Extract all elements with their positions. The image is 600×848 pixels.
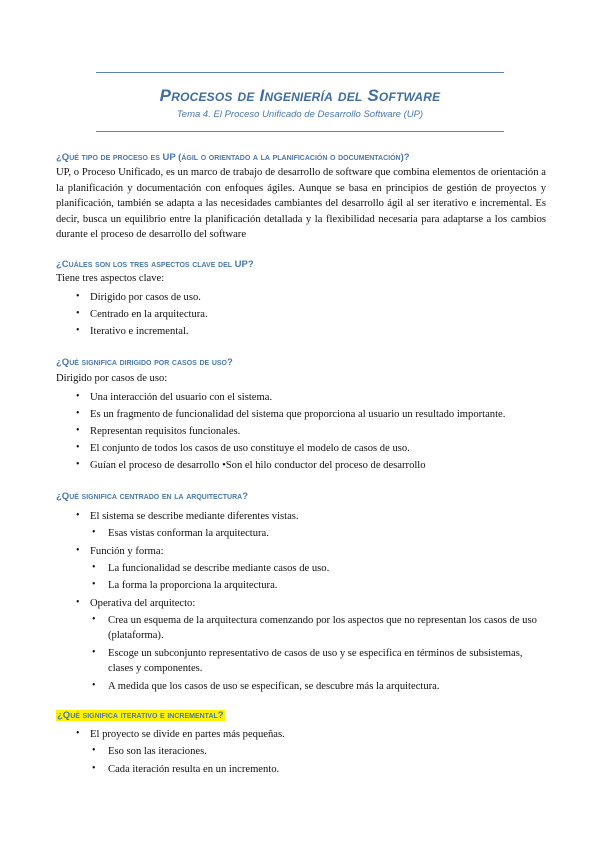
header-bottom-rule: [96, 131, 504, 132]
bullet-icon: •: [76, 459, 80, 470]
bullet-icon: •: [76, 425, 80, 436]
list-item: Dirigido por casos de uso.: [90, 292, 201, 303]
bullet-icon: •: [76, 510, 80, 521]
page-subtitle: Tema 4. El Proceso Unificado de Desarrollo Software (UP): [176, 109, 424, 120]
bullet-icon: •: [76, 408, 80, 419]
bullet-icon: •: [76, 545, 80, 556]
section-intro: Tiene tres aspectos clave:: [56, 273, 165, 284]
header-top-rule: [96, 72, 504, 73]
bullet-icon: •: [76, 391, 80, 402]
bullet-icon: •: [92, 680, 96, 691]
bullet-icon: •: [92, 614, 96, 625]
list-item: Función y forma:: [90, 546, 164, 557]
sub-list-item: Escoge un subconjunto representativo de casos de uso y se especifica en términos de subsistemas, clases y componentes.: [108, 648, 523, 674]
list-item: Operativa del arquitecto:: [90, 598, 196, 609]
sub-list-item: Crea un esquema de la arquitectura comenzando por los aspectos que no representan los casos de uso (plataforma).: [108, 615, 537, 641]
list-item: Centrado en la arquitectura.: [90, 309, 208, 320]
bullet-icon: •: [76, 325, 80, 336]
section-intro: Dirigido por casos de uso:: [56, 373, 168, 384]
section-heading-highlighted: ¿Qué significa iterativo e incremental?: [57, 710, 224, 721]
section-paragraph: UP, o Proceso Unificado, es un marco de trabajo de desarrollo de software que combina elementos de orientación a la planificación y documentación con enfoques ágiles. Aunque se basa en principios de gestión de proyectos y planificación, también se adapta a las necesidades cambiantes del desarrollo ágil al ser iterativo e incremental. Es decir, busca un equilibrio entre la planificación detallada y la flexibilidad necesaria para adaptarse a los cambios durante el proceso de desarrollo del software: [56, 167, 546, 240]
sub-list-item: Eso son las iteraciones.: [108, 746, 207, 757]
list-item: Es un fragmento de funcionalidad del sistema que proporciona al usuario un resultado importante.: [90, 409, 506, 420]
section-heading: ¿Qué tipo de proceso es UP (ágil o orientado a la planificación o documentación)?: [56, 152, 410, 163]
bullet-icon: •: [92, 763, 96, 774]
sub-list-item: Cada iteración resulta en un incremento.: [108, 764, 280, 775]
list-item: Guían el proceso de desarrollo •Son el hilo conductor del proceso de desarrollo: [90, 460, 426, 471]
section-heading: ¿Qué significa dirigido por casos de uso?: [56, 357, 233, 368]
bullet-icon: •: [76, 442, 80, 453]
page-title: Procesos de Ingeniería del Software: [159, 86, 441, 105]
sub-list-item: La forma la proporciona la arquitectura.: [108, 580, 278, 591]
sub-list-item: Esas vistas conforman la arquitectura.: [108, 528, 269, 539]
bullet-icon: •: [92, 579, 96, 590]
list-item: El sistema se describe mediante diferentes vistas.: [90, 511, 299, 522]
bullet-icon: •: [76, 291, 80, 302]
bullet-icon: •: [76, 728, 80, 739]
section-heading: ¿Qué significa centrado en la arquitectura?: [56, 491, 249, 502]
list-item: El conjunto de todos los casos de uso constituye el modelo de casos de uso.: [90, 443, 410, 454]
list-item: Representan requisitos funcionales.: [90, 426, 241, 437]
list-item: Una interacción del usuario con el sistema.: [90, 392, 273, 403]
bullet-icon: •: [92, 647, 96, 658]
bullet-icon: •: [76, 308, 80, 319]
bullet-icon: •: [92, 527, 96, 538]
bullet-icon: •: [76, 597, 80, 608]
sub-list-item: A medida que los casos de uso se especifican, se descubre más la arquitectura.: [108, 681, 440, 692]
list-item: Iterativo e incremental.: [90, 326, 189, 337]
bullet-icon: •: [92, 562, 96, 573]
list-item: El proyecto se divide en partes más pequeñas.: [90, 729, 285, 740]
section-heading: ¿Cuáles son los tres aspectos clave del UP?: [56, 259, 254, 270]
bullet-icon: •: [92, 745, 96, 756]
sub-list-item: La funcionalidad se describe mediante casos de uso.: [108, 563, 330, 574]
